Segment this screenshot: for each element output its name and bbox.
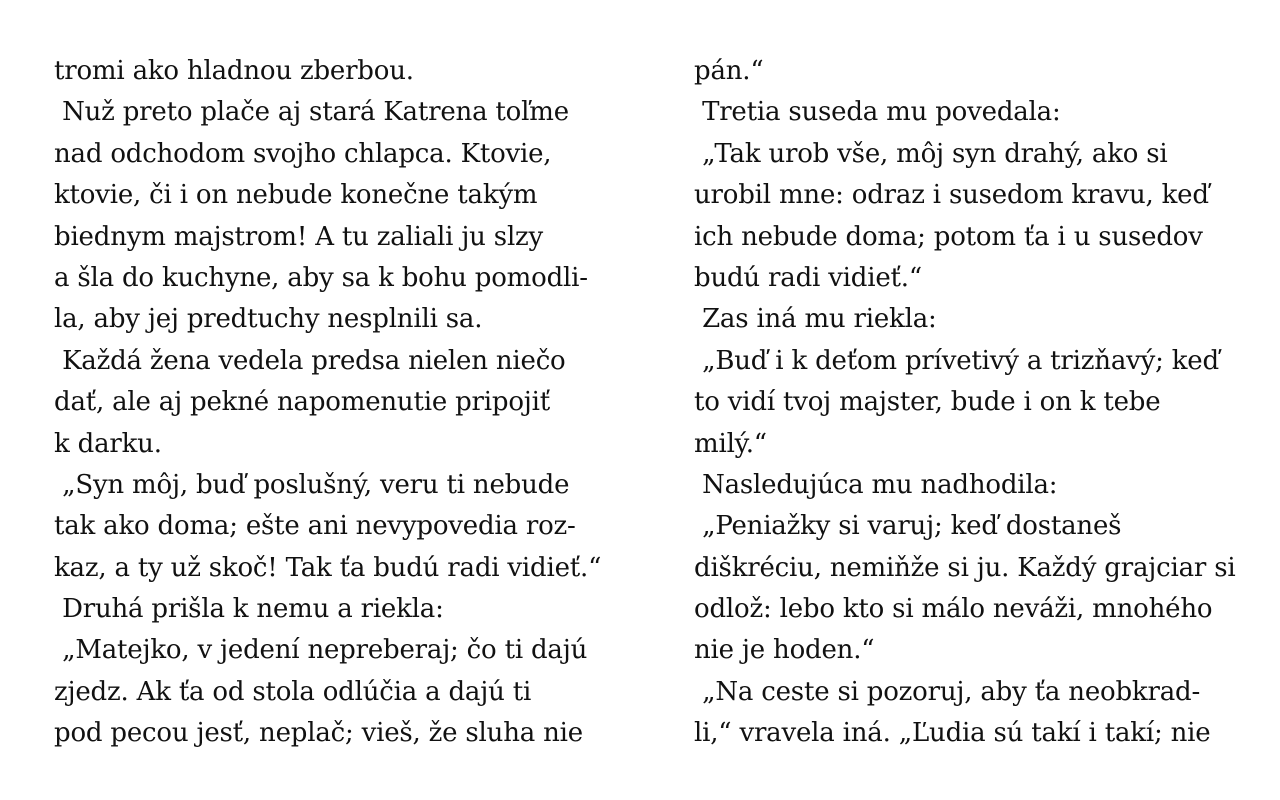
text-line: to vidí tvoj majster, bude i on k tebe — [694, 387, 1161, 418]
text-line: ich nebude doma; potom ťa i u susedov — [694, 221, 1203, 252]
text-line: nie je hoden.“ — [694, 635, 875, 666]
text-line: tak ako doma; ešte ani nevypovedia roz- — [54, 511, 576, 542]
text-line: kaz, a ty už skoč! Tak ťa budú radi vidieť.“ — [54, 552, 602, 583]
text-line: dať, ale aj pekné napomenutie pripojiť — [54, 387, 550, 418]
reader-page — [0, 51, 1280, 771]
text-line: „Tak urob vše, môj syn drahý, ako si — [694, 138, 1168, 169]
text-line: „Peniažky si varuj; keď dostaneš — [694, 511, 1122, 542]
text-line: „Buď i k deťom prívetivý a trizňavý; keď — [694, 345, 1219, 376]
text-line: „Na ceste si pozoruj, aby ťa neobkrad- — [694, 676, 1201, 707]
text-line: Nasledujúca mu nadhodila: — [694, 469, 1058, 500]
text-line: k darku. — [54, 428, 162, 459]
text-line: pán.“ — [694, 56, 764, 86]
text-line: Tretia suseda mu povedala: — [694, 97, 1061, 128]
text-line: Zas iná mu riekla: — [694, 304, 937, 335]
text-line: zjedz. Ak ťa od stola odlúčia a dajú ti — [54, 676, 532, 707]
text-line: budú radi vidieť.“ — [694, 262, 922, 293]
text-line: „Matejko, v jedení nepreberaj; čo ti dajú — [54, 635, 588, 666]
text-line: ktovie, či i on nebude konečne takým — [54, 180, 538, 211]
right-text-column — [694, 51, 1254, 755]
text-line: „Syn môj, buď poslušný, veru ti nebude — [54, 469, 570, 500]
text-line: urobil mne: odraz i susedom kravu, keď — [694, 180, 1209, 211]
text-line: pod pecou jesť, neplač; vieš, že sluha nie — [54, 718, 583, 749]
text-line: biednym majstrom! A tu zaliali ju slzy — [54, 221, 544, 252]
text-line: li,“ vravela iná. „Ľudia sú takí i takí; nie — [694, 718, 1211, 749]
text-line: la, aby jej predtuchy nesplnili sa. — [54, 304, 483, 335]
text-line: tromi ako hladnou zberbou. — [54, 56, 414, 86]
left-text-column — [54, 51, 614, 755]
text-line: Nuž preto plače aj stará Katrena toľme — [54, 97, 569, 128]
text-line: nad odchodom svojho chlapca. Ktovie, — [54, 138, 552, 169]
text-line: milý.“ — [694, 428, 767, 459]
text-line: Každá žena vedela predsa nielen niečo — [54, 345, 566, 376]
text-line: odlož: lebo kto si málo neváži, mnohého — [694, 594, 1213, 625]
text-line: a šla do kuchyne, aby sa k bohu pomodli- — [54, 262, 588, 293]
text-line: diškréciu, nemiňže si ju. Každý grajciar si — [694, 552, 1236, 583]
text-line: Druhá prišla k nemu a riekla: — [54, 594, 444, 625]
